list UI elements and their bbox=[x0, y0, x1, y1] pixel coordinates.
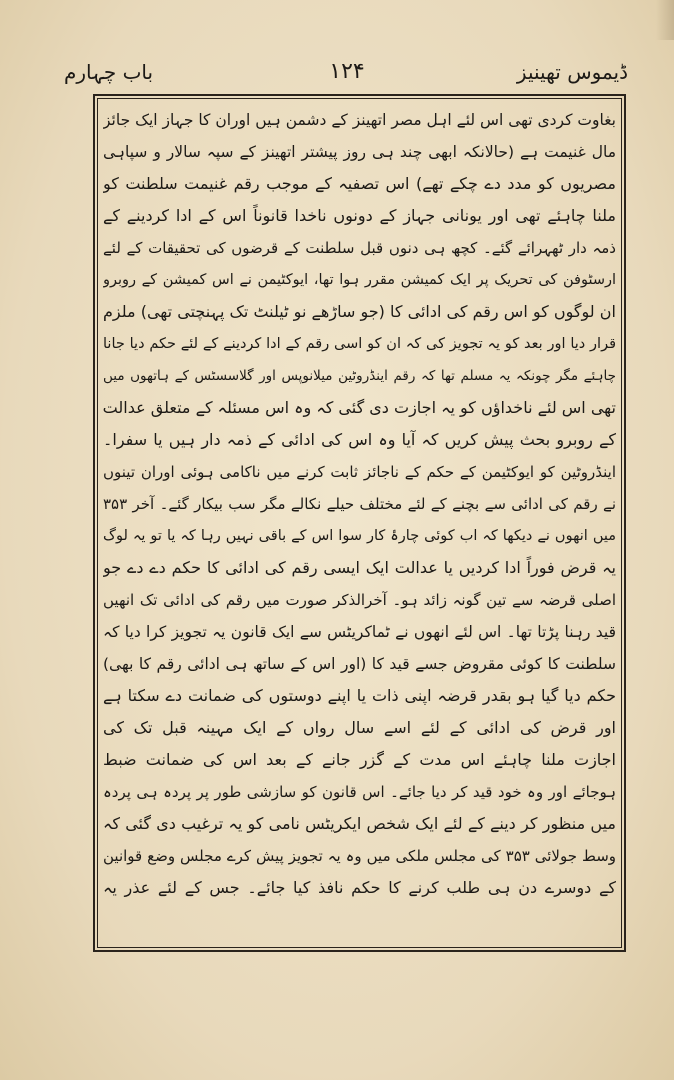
running-header bbox=[60, 52, 634, 92]
text-line: کے دوسرے دن ہی طلب کرنے کا حکم نافذ کیا جائے۔ جس کے لئے عذر یہ bbox=[103, 878, 616, 897]
text-line: ارسٹوفن کی تحریک پر ایک کمیشن مقرر ہوا تھا، ایوکٹیمن نے اس کمیشن کے روبرو bbox=[103, 272, 616, 288]
text-line: اینڈروٹین کو ایوکٹیمن کے حکم کے ناجائز ثابت کرنے میں ناکامی ہوئی اوران تینوں bbox=[103, 463, 616, 481]
text-line: اصلی قرضہ سے تین گونہ زائد ہو۔ آخرالذکر صورت میں رقم کی ادائی تک انھیں bbox=[103, 591, 616, 609]
text-line: ملنا چاہئے تھی اور یونانی جہاز کے دونوں ناخدا قانوناً اس کے ادا کردینے کے bbox=[103, 206, 616, 225]
page-number: ۱۲۴ bbox=[329, 59, 365, 84]
text-line: اور قرض کی ادائی کے لئے اسے سال رواں کے ایک مہینہ قبل تک کی bbox=[103, 718, 616, 737]
text-line: نے رقم کی ادائی سے بچنے کے لئے مختلف حیلے نکالے مگر سب بیکار گئے۔ آخر ۳۵۳ bbox=[103, 495, 616, 513]
text-line: چاہئے مگر چونکہ یہ مسلم تھا کہ رقم اینڈروٹین میلانوپس اور گلاسسٹس کے ہاتھوں میں bbox=[103, 368, 616, 384]
text-line: مصریوں کو مدد دے چکے تھے) اس تصفیہ کے موجب رقم غنیمت سلطنت کو bbox=[103, 174, 616, 193]
text-line: وسط جولائی ۳۵۳ کی مجلس ملکی میں وہ یہ تجویز پیش کرے مجلس وضع قوانین bbox=[103, 847, 616, 865]
book-title: ڈیموس تھینیز bbox=[516, 60, 628, 84]
text-line: تھی اس لئے ناخداؤں کو یہ اجازت دی گئی کہ وہ اس مسئلہ کے متعلق عدالت bbox=[103, 398, 616, 417]
page-fold-shadow bbox=[656, 0, 674, 40]
text-line: ذمہ دار ٹھہرائے گئے۔ کچھ ہی دنوں قبل سلطنت کے قرضوں کی تحقیقات کے لئے bbox=[103, 239, 616, 257]
text-line: حکم دیا گیا ہو بقدر قرضہ اپنی ذات یا اپنے دوستوں کی ضمانت دے سکتا ہے bbox=[103, 686, 616, 705]
text-line: میں منظور کر دینے کے لئے ایک شخص ایکریٹس نامی کو یہ ترغیب دی گئی کہ bbox=[103, 814, 616, 833]
text-line: سلطنت کا کوئی مقروض جسے قید کا (اور اس کے ساتھ ہی ادائی رقم کا بھی) bbox=[103, 655, 616, 673]
text-line: بغاوت کردی تھی اس لئے اہل مصر اتھینز کے دشمن ہیں اوران کا جہاز ایک جائز bbox=[103, 111, 616, 129]
text-line: مال غنیمت ہے (حالانکہ ابھی چند ہی روز پیشتر اتھینز کے سپہ سالار و سپاہی bbox=[103, 143, 616, 161]
text-line: قرار دیا اور بعد کو یہ تجویز کی کہ ان کو اسی رقم کے ادا کردینے کے لئے حکم دیا جانا bbox=[103, 336, 616, 352]
text-line: ان لوگوں کو اس رقم کی ادائی کا (جو ساڑھے نو ٹیلنٹ تک پہنچتی تھی) ملزم bbox=[103, 302, 616, 321]
text-line: میں انھوں نے دیکھا کہ اب کوئی چارۂ کار سوا اس کے باقی نہیں رہا کہ یا تو یہ لوگ bbox=[103, 528, 616, 544]
body-text-block bbox=[103, 104, 616, 944]
text-line: کے روبرو بحث پیش کریں کہ آیا وہ اس کی ادائی کے ذمہ دار ہیں یا سفرا۔ bbox=[103, 430, 616, 449]
chapter-heading: باب چہارم bbox=[64, 60, 154, 84]
text-line: قید رہنا پڑتا تھا۔ اس لئے انھوں نے ٹماکریٹس سے ایک قانون یہ تجویز کرا دیا کہ bbox=[103, 623, 616, 641]
text-line: اجازت ملنا چاہئے اس مدت کے گزر جانے کے بعد اس کی ضمانت ضبط bbox=[103, 750, 616, 769]
text-line: ہوجائے اور وہ خود قید کر دیا جائے۔ اس قانون کو سازشی طور پر پردہ ہی پردہ bbox=[103, 783, 616, 801]
text-line: یہ قرض فوراً ادا کردیں یا عدالت ایک ایسی رقم کی ادائی کا حکم دے دے جو bbox=[103, 558, 616, 577]
